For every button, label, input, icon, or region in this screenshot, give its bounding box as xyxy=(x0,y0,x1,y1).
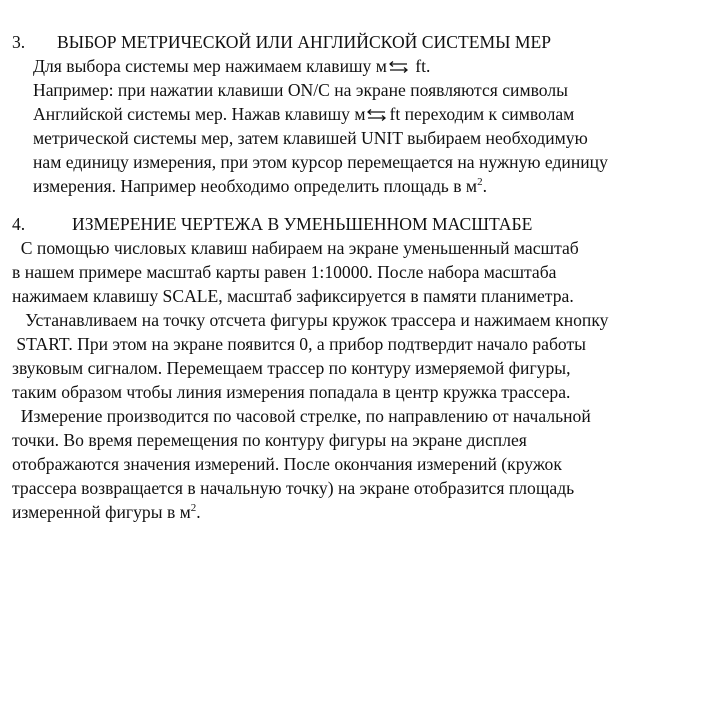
section-4-number: 4. xyxy=(12,214,26,234)
section-3-line-6-end: . xyxy=(482,176,487,196)
section-3-number: 3. xyxy=(12,32,26,52)
section-4-line-1: С помощью числовых клавиш набираем на экране уменьшенный масштаб xyxy=(12,238,579,258)
section-4-title: ИЗМЕРЕНИЕ ЧЕРТЕЖА В УМЕНЬШЕННОМ МАСШТАБЕ xyxy=(72,214,533,234)
section-3-line-3-rest: ft переходим к символам xyxy=(389,104,575,124)
section-4-line-12 xyxy=(12,500,201,524)
section-4-line-6: звуковым сигналом. Перемещаем трассер по контуру измеряемой фигуры, xyxy=(12,358,571,378)
squared-superscript: 2 xyxy=(477,176,483,188)
section-4-line-9: точки. Во время перемещения по контуру фигуры на экране дисплея xyxy=(12,430,527,450)
section-3-line-3-text: Английской системы мер. Нажав клавишу м xyxy=(33,104,366,124)
section-3-heading xyxy=(12,30,552,54)
section-4-line-5: START. При этом на экране появится 0, а прибор подтвердит начало работы xyxy=(12,334,586,354)
section-3-line-1-text: Для выбора системы мер нажимаем клавишу м xyxy=(33,56,387,76)
left-right-arrows-icon xyxy=(367,109,387,121)
section-4-heading xyxy=(12,212,533,236)
section-3-line-1-unit: ft. xyxy=(410,56,431,76)
squared-superscript: 2 xyxy=(190,502,197,514)
section-4-line-7: таким образом чтобы линия измерения попадала в центр кружка трассера. xyxy=(12,382,571,402)
section-4-line-4: Устанавливаем на точку отсчета фигуры кружок трассера и нажимаем кнопку xyxy=(12,310,609,330)
section-4-line-2: в нашем примере масштаб карты равен 1:10000. После набора масштаба xyxy=(12,262,557,282)
section-3-line-6-text: измерения. Например необходимо определить площадь в м xyxy=(33,176,478,196)
section-4-line-12-end: . xyxy=(196,502,201,522)
section-4-line-11: трассера возвращается в начальную точку) на экране отобразится площадь xyxy=(12,478,575,498)
section-3-line-3 xyxy=(33,102,574,126)
section-4-line-10: отображаются значения измерений. После окончания измерений (кружок xyxy=(12,454,562,474)
section-3-title: ВЫБОР МЕТРИЧЕСКОЙ ИЛИ АНГЛИЙСКОЙ СИСТЕМЫ МЕР xyxy=(57,32,552,52)
section-3-line-5: нам единицу измерения, при этом курсор перемещается на нужную единицу xyxy=(33,152,608,172)
section-3-line-2: Например: при нажатии клавиши ON/C на экране появляются символы xyxy=(33,80,568,100)
section-4-line-8: Измерение производится по часовой стрелке, по направлению от начальной xyxy=(12,406,591,426)
section-3-line-6 xyxy=(33,174,487,198)
section-4-line-12-text: измеренной фигуры в м xyxy=(12,502,191,522)
section-4-line-3: нажимаем клавишу SCALE, масштаб зафиксируется в памяти планиметра. xyxy=(12,286,574,306)
section-3-line-1 xyxy=(33,54,430,78)
left-right-arrows-icon xyxy=(389,61,409,73)
section-3-line-4: метрической системы мер, затем клавишей UNIT выбираем необходимую xyxy=(33,128,588,148)
